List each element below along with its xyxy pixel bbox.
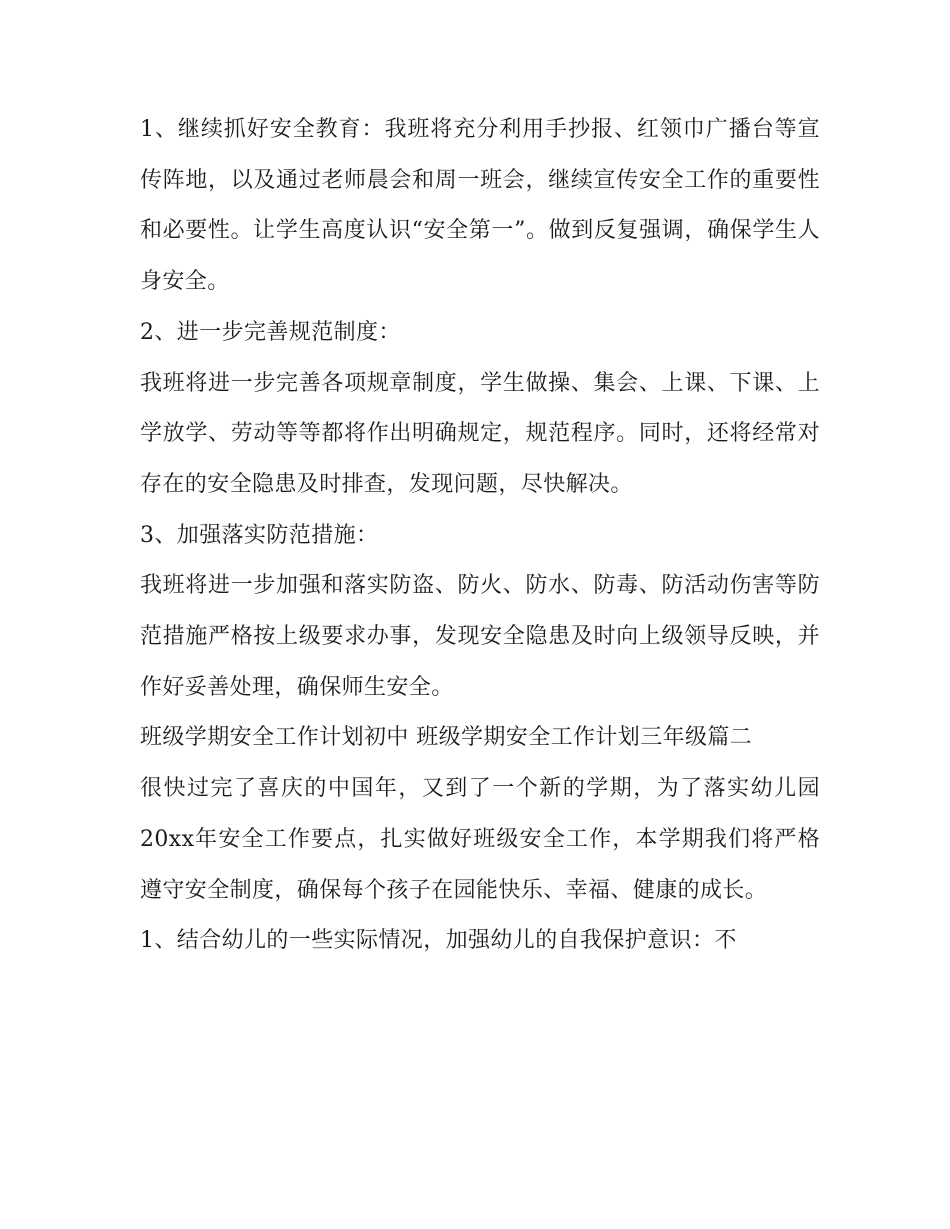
paragraph-5: 我班将进一步加强和落实防盗、防火、防水、防毒、防活动伤害等防范措施严格按上级要求办事，发现安全隐患及时向上级领导反映，并作好妥善处理，确保师生安全。 (140, 573, 820, 700)
paragraph-4-heading: 3、加强落实防范措施： (140, 522, 379, 548)
document-body (140, 105, 820, 967)
paragraph-7: 很快过完了喜庆的中国年，又到了一个新的学期，为了落实幼儿园20xx年安全工作要点，扎实做好班级安全工作，本学期我们将严格遵守安全制度，确保每个孩子在园能快乐、幸福、健康的成长。 (140, 776, 820, 903)
paragraph-3: 我班将进一步完善各项规章制度，学生做操、集会、上课、下课、上学放学、劳动等等都将作出明确规定，规范程序。同时，还将经常对存在的安全隐患及时排查，发现问题，尽快解决。 (140, 370, 820, 497)
section-title: 班级学期安全工作计划初中 班级学期安全工作计划三年级篇二 (140, 725, 753, 751)
paragraph-2-heading: 2、进一步完善规范制度： (140, 319, 401, 345)
paragraph-8: 1、结合幼儿的一些实际情况，加强幼儿的自我保护意识：不 (140, 928, 737, 954)
paragraph-1: 1、继续抓好安全教育：我班将充分利用手抄报、红领巾广播台等宣传阵地，以及通过老师晨会和周一班会，继续宣传安全工作的重要性和必要性。让学生高度认识“安全第一”。做到反复强调，确保学生人身安全。 (140, 117, 820, 295)
